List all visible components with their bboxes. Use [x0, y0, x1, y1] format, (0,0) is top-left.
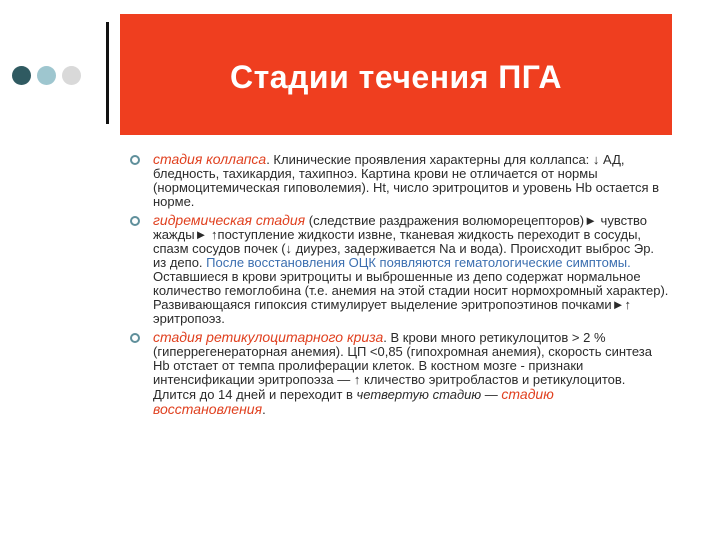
bullet-ring-icon	[130, 155, 140, 165]
stage-description: . В крови много ретикулоцитов > 2 % (гиперрегенераторная анемия). ЦП <0,85 (гипохромная анемия), скорость синтеза Hb отстает от темпа пролиферации клеток. В костном мозге - признаки интенсификации эритропоэза — ↑ кличество эритробластов и ретикулоцитов. Длится до 14 дней и переходит в	[153, 330, 652, 402]
end-punct: .	[262, 402, 266, 417]
bullet-collapse	[130, 152, 670, 209]
dot-gray	[62, 66, 81, 85]
slide-body	[130, 152, 670, 421]
stage-name: гидремическая стадия	[153, 212, 306, 228]
stage-description: . Клинические проявления характерны для коллапса: ↓ АД, бледность, тахикардия, тахипноэ. Картина крови не отличается от нормы (нормоцитемическая гиповолемия). Ht, число эритроцитов и уровень Hb остается в норме.	[153, 152, 660, 209]
recovery-stage-name: стадию восстановления	[153, 386, 554, 417]
bullet-hydremic	[130, 213, 670, 326]
title-band	[120, 14, 672, 135]
stage-description-cont: Оставшиеся в крови эритроциты и выброшенные из депо содержат нормальное количество гемоглобина (т.е. анемия на этой стадии носит нормохромный характер). Развивающаяся гипоксия стимулирует выделение эритропоэтинов почками►↑ эритропоэз.	[153, 269, 669, 326]
highlight-text: После восстановления ОЦК появляются гематологические симптомы.	[206, 255, 631, 270]
bullet-reticulocyte	[130, 330, 670, 417]
dot-dark	[12, 66, 31, 85]
stage-name: стадия ретикулоцитарного криза	[153, 329, 384, 345]
decorative-dots	[12, 66, 81, 85]
vertical-divider	[106, 22, 109, 124]
bullet-ring-icon	[130, 333, 140, 343]
fourth-stage-text: четвертую стадию	[356, 387, 482, 402]
stage-description: (следствие раздражения волюморецепторов)► чувство жажды► ↑поступление жидкости извне, тканевая жидкость переходит в сосуды, спазм сосудов почек (↓ диурез, задерживается Na и вода). Происходит выброс Эр. из депо.	[153, 213, 655, 270]
dot-light-blue	[37, 66, 56, 85]
bullet-ring-icon	[130, 216, 140, 226]
slide-title: Стадии течения ПГА	[230, 59, 562, 95]
dash-text: —	[481, 387, 502, 402]
stage-name: стадия коллапса	[153, 151, 267, 167]
